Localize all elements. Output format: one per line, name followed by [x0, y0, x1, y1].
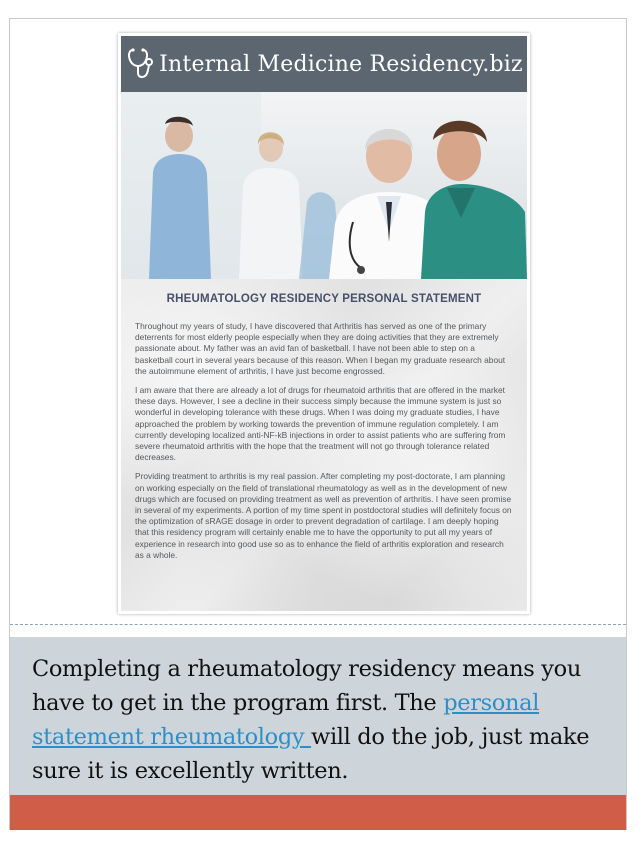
document-title: RHEUMATOLOGY RESIDENCY PERSONAL STATEMENT — [166, 293, 482, 305]
stethoscope-icon — [125, 47, 155, 81]
document-header — [121, 36, 527, 92]
document-image — [118, 33, 530, 614]
accent-bar — [10, 795, 626, 830]
document-paragraph: Throughout my years of study, I have discovered that Arthritis has served as one of the primary deterrents for most elderly people especially when they are doing activities that they are extremely passionate about. My father was an avid fan of basketball. I have not been able to step on a basketball court in several years because of this reason. When I began my graduate research about the autoimmune element of arthritis, I have just become engrossed. — [135, 321, 506, 376]
document-paragraph: I am aware that there are already a lot of drugs for rheumatoid arthritis that are offered in the market these days. However, I see a decline in their success simply because the immune system is just so wonderful in developing tolerance with these drugs. When I was doing my graduate studies, I have approached the problem by working towards the prevention of immune regulation completely. I am currently developing localized anti-NF-kB injections in order to assist patients who are suffering from severe rheumatoid arthritis with the hope that the treatment will not go through tolerance related decreases. — [135, 385, 506, 463]
document-body — [135, 321, 513, 569]
personal-statement-link[interactable]: personal statement rheumatology — [32, 690, 540, 750]
document-paper — [121, 279, 527, 611]
document-paragraph: Providing treatment to arthritis is my real passion. After completing my post-doctorate, I am planning on working especially on the field of translational rheumatology as well as in the development of new drugs which are focused on providing treatment as well as prevention of arthritis. I have seen promise in several of my experiments. A portion of my time spent in postdoctoral studies will definitely focus on the optimization of sRAGE dosage in order to prevent degradation of cartilage. I am deeply hoping that this residency program will certainly enable me to have the opportunity to put all my years of experience in research into good use so as to enhance the field of arthritis exploration and research as a whole. — [135, 471, 512, 560]
caption-text-start: Completing a rheumatology residency means you have to get in the program first. The — [32, 656, 582, 716]
divider — [10, 624, 626, 625]
doctors-illustration — [121, 92, 527, 279]
brand-logo — [125, 47, 523, 81]
caption-band — [10, 637, 626, 795]
brand-name: Internal Medicine Residency.biz — [159, 51, 523, 77]
caption-text-end: will do the job, just make sure it is excellently written. — [32, 724, 590, 784]
doctors-photo — [121, 92, 527, 279]
caption-text — [32, 652, 622, 788]
